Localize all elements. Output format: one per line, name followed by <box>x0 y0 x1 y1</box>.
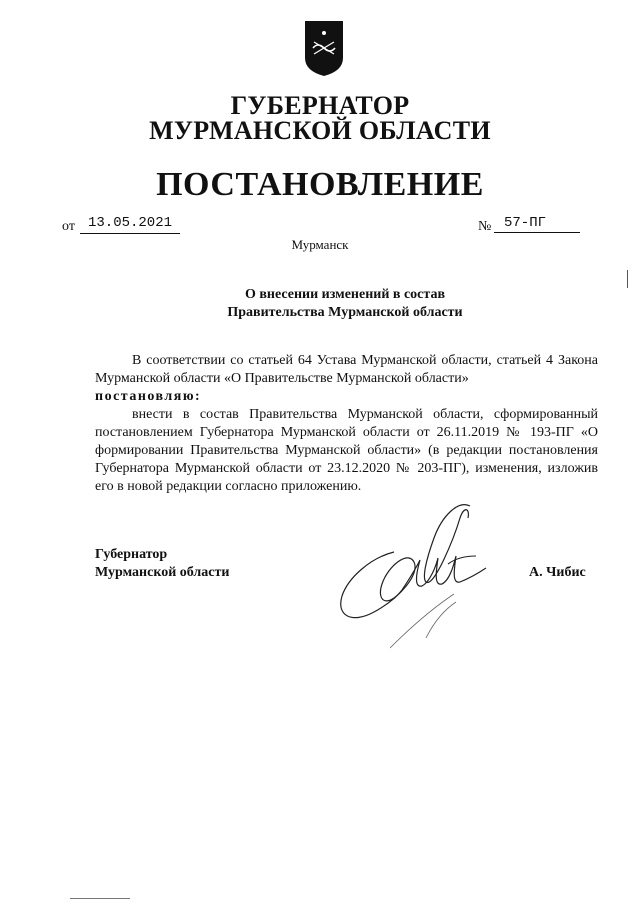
number-label: № <box>478 219 492 234</box>
date-value: 13.05.2021 <box>80 215 180 234</box>
document-body <box>95 352 598 496</box>
handwritten-signature <box>330 498 520 668</box>
signatory-title-line1: Губернатор <box>95 547 168 562</box>
signatory-title <box>95 546 229 582</box>
coat-of-arms-icon <box>302 18 346 78</box>
document-subject <box>180 286 510 322</box>
number-value: 57-ПГ <box>494 215 580 233</box>
signatory-name: А. Чибис <box>529 565 586 580</box>
date-label: от <box>62 219 75 234</box>
subject-line2: Правительства Мурманской области <box>227 305 463 320</box>
authority-title-line1: ГУБЕРНАТОР <box>230 91 410 120</box>
resolve-word: постановляю: <box>95 389 202 404</box>
signatory-title-line2: Мурманской области <box>95 565 230 580</box>
footer-rule <box>70 898 130 899</box>
preamble-paragraph: В соответствии со статьей 64 Устава Мурманской области, статьей 4 Закона Мурманской области «О Правительстве Мурманской области» <box>95 353 598 386</box>
subject-line1: О внесении изменений в состав <box>244 287 446 302</box>
document-type-title: ПОСТАНОВЛЕНИЕ <box>156 166 484 203</box>
city: Мурманск <box>291 237 349 252</box>
authority-title-line2: МУРМАНСКОЙ ОБЛАСТИ <box>149 116 491 145</box>
decision-paragraph: внести в состав Правительства Мурманской области, сформированный постановлением Губернатора Мурманской области от 26.11.2019 № 193-ПГ «О формировании Правительства Мурманской области» (в редакции постановления Губернатора Мурманской области от 23.12.2020 № 203-ПГ), изменения, изложив его в новой редакции согласно приложению. <box>95 407 598 494</box>
margin-mark <box>627 270 628 288</box>
